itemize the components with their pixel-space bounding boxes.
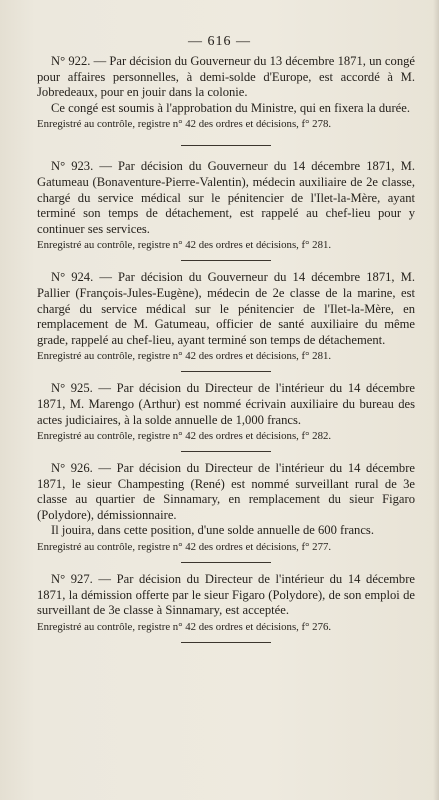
registration-line: Enregistré au contrôle, registre n° 42 des ordres et décisions, f° 281. xyxy=(37,350,332,363)
decision-text: N° 927. — Par décision du Directeur de l'intérieur du 14 décembre 1871, la démission offerte par le sieur Figaro (Polydore), de son emploi de surveillant de 3e classe à Sinnamary, est acceptée. xyxy=(37,572,415,618)
decision-entry-925 xyxy=(37,381,415,443)
decision-entry-923 xyxy=(37,159,415,252)
decision-entry-924 xyxy=(37,270,415,363)
decision-text: N° 923. — Par décision du Gouverneur du 14 décembre 1871, M. Gatumeau (Bonaventure-Pierre-Valentin), médecin auxiliaire de 2e classe, chargé du service médical sur le pénitencier de l'Ilet-la-Mère, ayant terminé son temps de détachement, est rappelé au chef-lieu pour y continuer ses services. xyxy=(37,159,415,236)
registration-line: Enregistré au contrôle, registre n° 42 des ordres et décisions, f° 277. xyxy=(37,541,332,554)
separator-rule xyxy=(181,451,271,452)
registration-line: Enregistré au contrôle, registre n° 42 des ordres et décisions, f° 278. xyxy=(37,118,332,131)
decision-text: N° 925. — Par décision du Directeur de l'intérieur du 14 décembre 1871, M. Marengo (Arthur) est nommé écrivain auxiliaire du bureau des actes judiciaires, à la solde annuelle de 1,000 francs. xyxy=(37,381,415,427)
page-content xyxy=(37,54,415,652)
decision-text: N° 924. — Par décision du Gouverneur du 14 décembre 1871, M. Pallier (François-Jules-Eugène), médecin de 2e classe de la marine, est chargé du service médical sur le pénitencier de l'Ilet-la-Mère, en remplacement de M. Gatumeau, officier de santé auxiliaire du même grade, rappelé au chef-lieu, ayant terminé son temps de détachement. xyxy=(37,270,415,347)
separator-rule xyxy=(181,562,271,563)
separator-rule xyxy=(181,260,271,261)
registration-line: Enregistré au contrôle, registre n° 42 des ordres et décisions, f° 282. xyxy=(37,430,332,443)
registration-line: Enregistré au contrôle, registre n° 42 des ordres et décisions, f° 276. xyxy=(37,620,332,633)
separator-rule xyxy=(181,145,271,146)
decision-entry-927 xyxy=(37,572,415,634)
decision-text: N° 922. — Par décision du Gouverneur du 13 décembre 1871, un congé pour affaires personnelles, à demi-solde d'Europe, est accordé à M. Jobredeaux, pour en jouir dans la colonie. xyxy=(37,54,415,100)
decision-entry-922 xyxy=(37,54,415,131)
decision-text: N° 926. — Par décision du Directeur de l'intérieur du 14 décembre 1871, le sieur Champesting (René) est nommé surveillant rural de 3e classe au quartier de Sinnamary, en remplacement du sieur Figaro (Polydore), démissionnaire. xyxy=(37,461,415,522)
page-number: — 616 — xyxy=(188,34,251,49)
decision-note: Il jouira, dans cette position, d'une solde annuelle de 600 francs. xyxy=(51,523,374,538)
decision-entry-926 xyxy=(37,461,415,554)
separator-rule xyxy=(181,371,271,372)
registration-line: Enregistré au contrôle, registre n° 42 des ordres et décisions, f° 281. xyxy=(37,239,332,252)
decision-note: Ce congé est soumis à l'approbation du Ministre, qui en fixera la durée. xyxy=(51,100,410,115)
page-edge-shadow xyxy=(433,0,439,800)
separator-rule xyxy=(181,642,271,643)
